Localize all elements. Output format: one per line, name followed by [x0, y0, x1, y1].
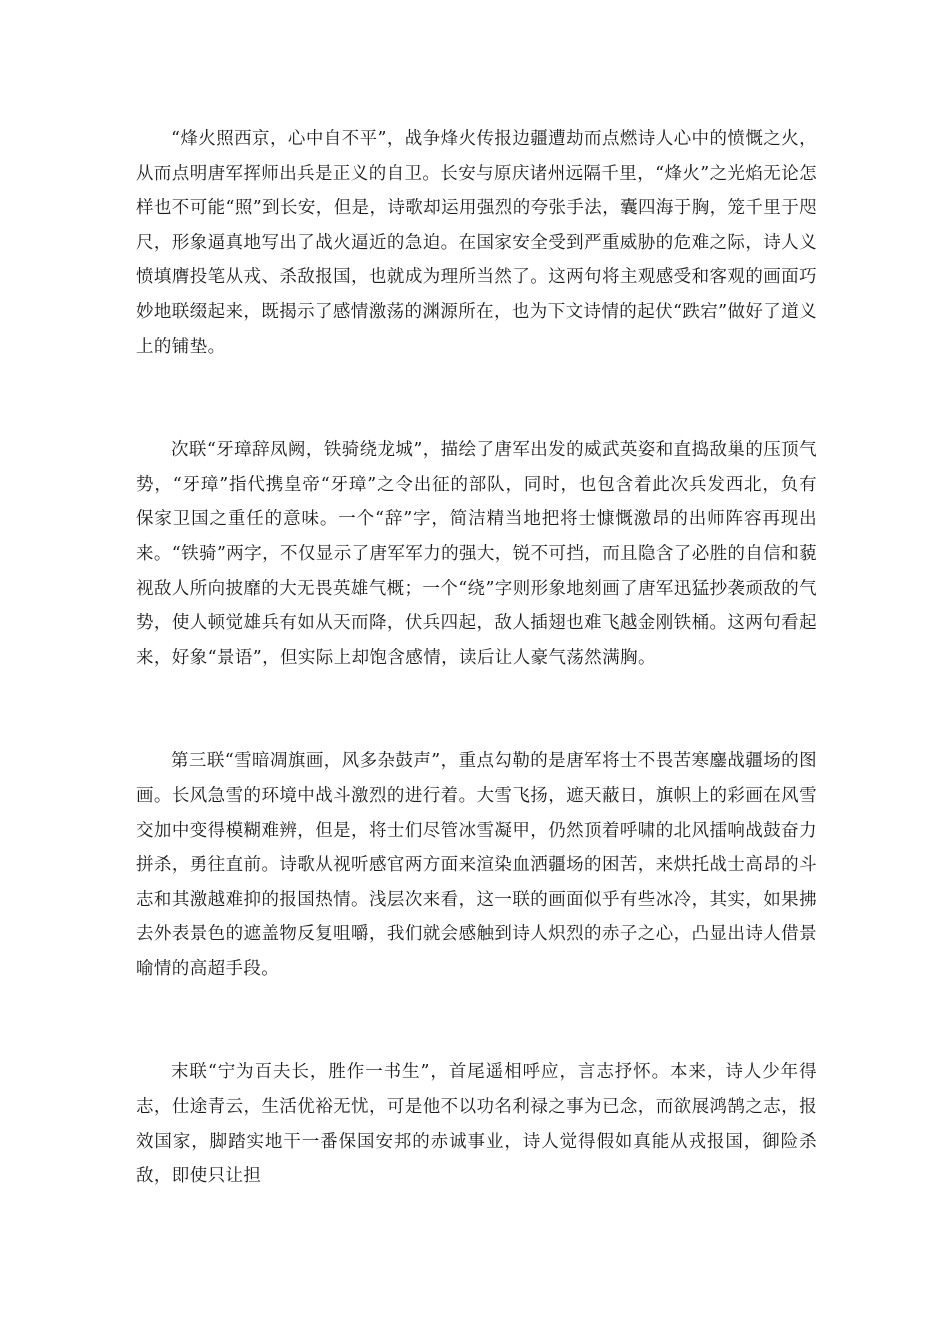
paragraph-4: 末联“宁为百夫长，胜作一书生”，首尾遥相呼应，言志抒怀。本来，诗人少年得志，仕途青云，生活优裕无忧，可是他不以功名利禄之事为已念，而欲展鸿鹄之志，报效国家，脚踏实地干一番保国安邦的赤诚事业，诗人觉得假如真能从戎报国，御险杀敌，即使只让担 [136, 1062, 817, 1187]
paragraph-2: 次联“牙璋辞凤阙，铁骑绕龙城”，描绘了唐军出发的威武英姿和直捣敌巢的压顶气势，“牙璋”指代携皇帝“牙璋”之令出征的部队，同时，也包含着此次兵发西北，负有保家卫国之重任的意味。一个“辞”字，简洁精当地把将士慷慨激昂的出师阵容再现出来。“铁骑”两字，不仅显示了唐军军力的强大，锐不可挡，而且隐含了必胜的自信和藐视敌人所向披靡的大无畏英雄气概；一个“绕”字则形象地刻画了唐军迅猛抄袭顽敌的气势，使人顿觉雄兵有如从天而降，伏兵四起，敌人插翅也难飞越金刚铁桶。这两句看起来，好象“景语”，但实际上却饱含感情，读后让人豪气荡然满胸。 [136, 440, 817, 668]
paragraph-3: 第三联“雪暗凋旗画，风多杂鼓声”，重点勾勒的是唐军将士不畏苦寒鏖战疆场的图画。长风急雪的环境中战斗激烈的进行着。大雪飞扬，遮天蔽日，旗帜上的彩画在风雪交加中变得模糊难辨，但是，将士们尽管冰雪凝甲，仍然顶着呼啸的北风擂响战鼓奋力拼杀，勇往直前。诗歌从视听感官两方面来渲染血洒疆场的困苦，来烘托战士高昂的斗志和其激越难抑的报国热情。浅层次来看，这一联的画面似乎有些冰冷，其实，如果拂去外表景色的遮盖物反复咀嚼，我们就会感触到诗人炽烈的赤子之心，凸显出诗人借景喻情的高超手段。 [136, 751, 817, 979]
document-body [136, 122, 817, 1194]
paragraph-1: “烽火照西京，心中自不平”，战争烽火传报边疆遭劫而点燃诗人心中的愤慨之火，从而点明唐军挥师出兵是正义的自卫。长安与原庆诸州远隔千里，“烽火”之光焰无论怎样也不可能“照”到长安，但是，诗歌却运用强烈的夸张手法，囊四海于胸，笼千里于咫尺，形象逼真地写出了战火逼近的急迫。在国家安全受到严重威胁的危难之际，诗人义愤填膺投笔从戎、杀敌报国，也就成为理所当然了。这两句将主观感受和客观的画面巧妙地联缀起来，既揭示了感情激荡的渊源所在，也为下文诗情的起伏“跌宕”做好了道义上的铺垫。 [136, 129, 817, 357]
